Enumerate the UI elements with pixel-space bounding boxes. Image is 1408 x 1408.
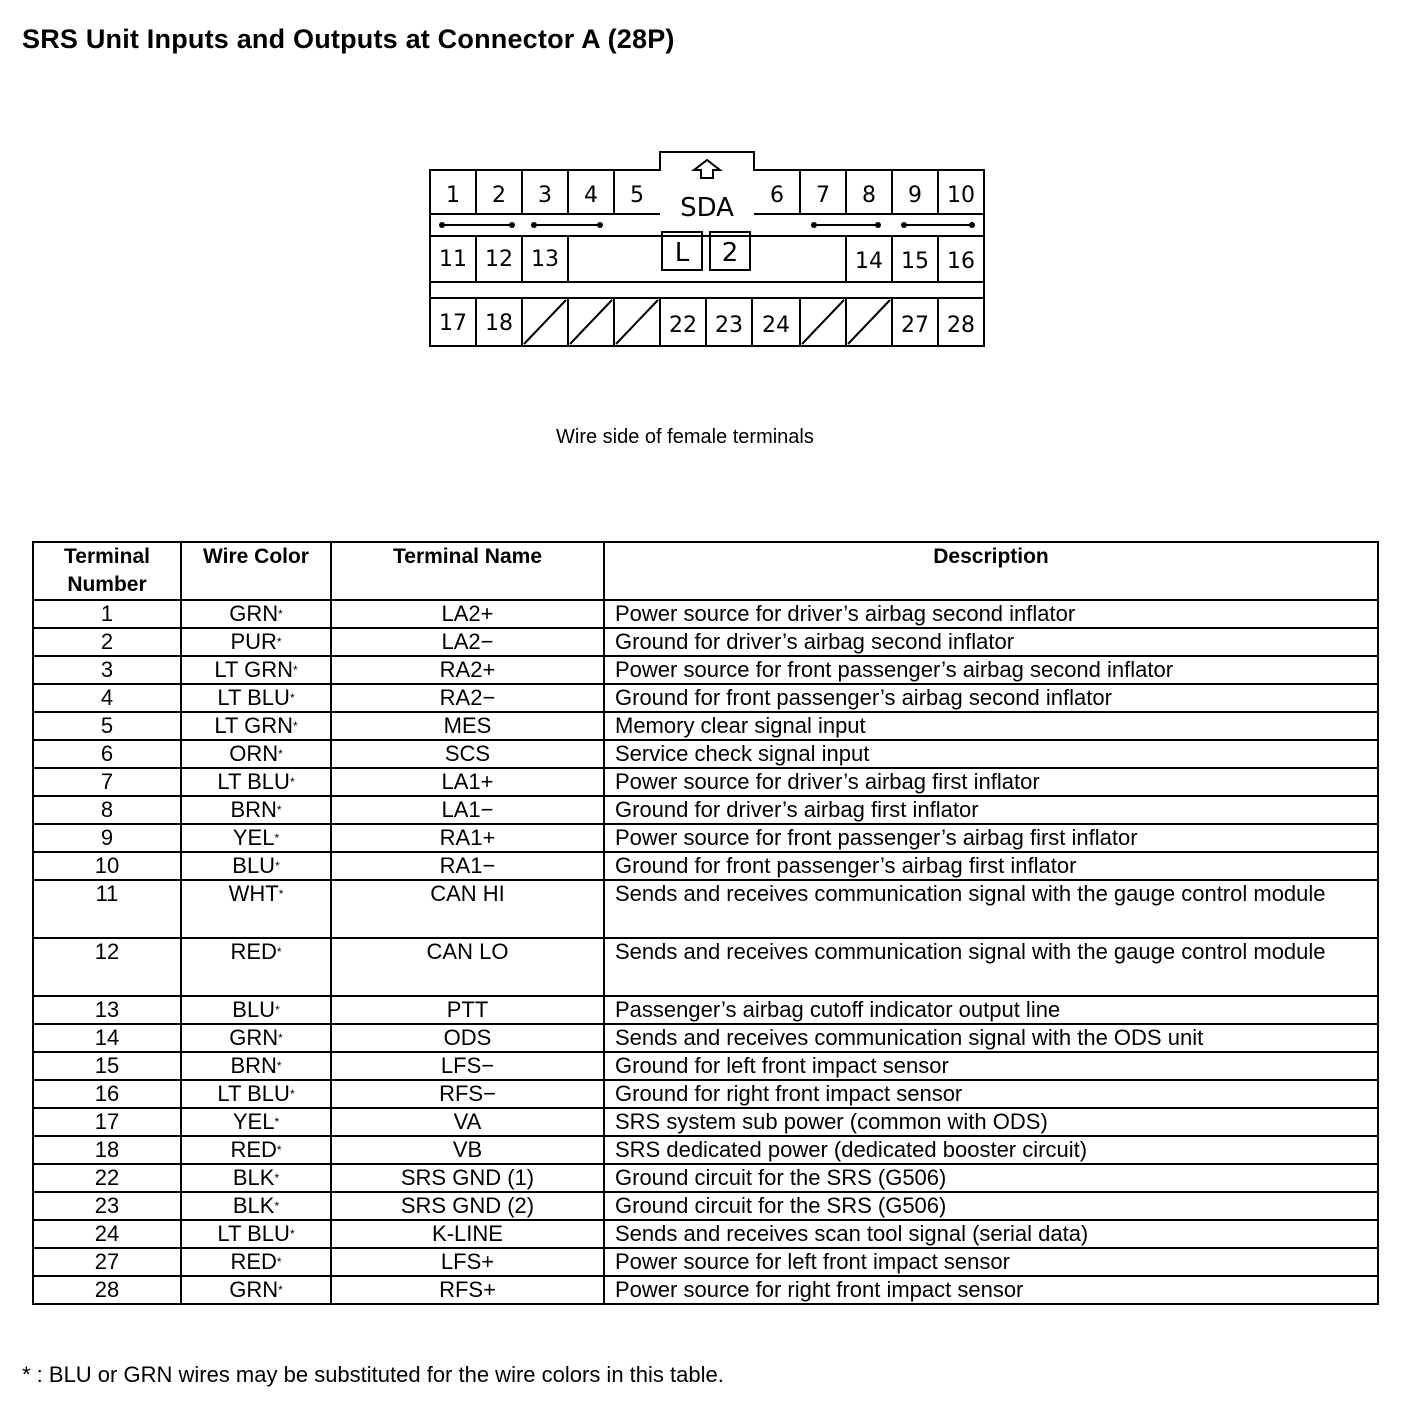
wire-color-cell-text: LT BLU xyxy=(217,1081,290,1106)
table-row xyxy=(33,880,1378,938)
pin-2: 2 xyxy=(492,183,506,208)
wire-color-cell-text: LT GRN xyxy=(214,657,293,682)
description-cell-text: Power source for driver’s airbag first inflator xyxy=(615,769,1040,794)
wire-color-cell-text: BLU xyxy=(232,997,276,1022)
table-row xyxy=(33,712,1378,740)
terminal-number-cell xyxy=(33,628,181,656)
terminal-name-cell xyxy=(331,656,604,684)
description-cell xyxy=(604,712,1378,740)
pin-27: 27 xyxy=(901,313,929,338)
wire-color-cell xyxy=(181,740,331,768)
pin-3: 3 xyxy=(538,183,552,208)
asterisk-marker: * xyxy=(289,1227,295,1241)
table-row xyxy=(33,628,1378,656)
description-cell-text: Ground for driver’s airbag first inflator xyxy=(615,797,979,822)
table-row xyxy=(33,1192,1378,1220)
description-cell-text: Power source for left front impact sensor xyxy=(615,1249,1010,1274)
description-cell-text: Ground circuit for the SRS (G506) xyxy=(615,1165,947,1190)
description-cell-text: SRS system sub power (common with ODS) xyxy=(615,1109,1048,1134)
table-row xyxy=(33,656,1378,684)
terminal-name-cell xyxy=(331,1192,604,1220)
terminal-name-cell-text: ODS xyxy=(443,1025,492,1050)
terminal-name-cell-text: LFS+ xyxy=(440,1249,495,1274)
description-cell xyxy=(604,1024,1378,1052)
asterisk-marker: * xyxy=(278,887,284,901)
description-cell xyxy=(604,740,1378,768)
asterisk-marker: * xyxy=(289,691,295,705)
table-row xyxy=(33,996,1378,1024)
description-cell-text: Ground for front passenger’s airbag second inflator xyxy=(615,685,1112,710)
wire-color-cell-text: PUR xyxy=(230,629,277,654)
terminal-name-cell-text: LA1+ xyxy=(441,769,494,794)
wire-color-cell-text: LT BLU xyxy=(217,1221,290,1246)
description-cell xyxy=(604,996,1378,1024)
pin-9: 9 xyxy=(908,183,922,208)
description-cell-text: Service check signal input xyxy=(615,741,870,766)
terminal-name-cell xyxy=(331,880,604,938)
pin-14: 14 xyxy=(855,249,883,274)
terminal-number-cell-text: 18 xyxy=(94,1137,120,1162)
asterisk-marker: * xyxy=(276,1059,282,1073)
header-terminal-number: Terminal Number xyxy=(33,542,181,600)
wire-color-cell xyxy=(181,768,331,796)
terminal-number-cell-text: 28 xyxy=(94,1277,120,1302)
asterisk-marker: * xyxy=(276,1143,282,1157)
terminal-name-cell-text: LA2− xyxy=(441,629,494,654)
description-cell xyxy=(604,824,1378,852)
table-row xyxy=(33,938,1378,996)
table-row xyxy=(33,852,1378,880)
terminal-name-cell-text: RA1+ xyxy=(439,825,496,850)
description-cell xyxy=(604,628,1378,656)
wire-color-cell-text: LT BLU xyxy=(217,685,290,710)
terminal-name-cell-text: VB xyxy=(452,1137,483,1162)
header-wire-color: Wire Color xyxy=(181,542,331,600)
terminal-name-cell-text: MES xyxy=(443,713,492,738)
wire-color-cell xyxy=(181,1164,331,1192)
terminal-number-cell xyxy=(33,996,181,1024)
description-cell xyxy=(604,600,1378,628)
terminal-number-cell xyxy=(33,880,181,938)
wire-color-cell xyxy=(181,852,331,880)
l-box-label: L xyxy=(674,238,690,268)
terminal-number-cell xyxy=(33,600,181,628)
terminal-number-cell-text: 13 xyxy=(94,997,120,1022)
header-terminal-name: Terminal Name xyxy=(331,542,604,600)
description-cell-text: Passenger’s airbag cutoff indicator output line xyxy=(615,997,1061,1022)
terminal-table xyxy=(32,541,1379,1305)
connector-diagram xyxy=(428,150,988,352)
wire-color-cell xyxy=(181,656,331,684)
terminal-name-cell xyxy=(331,996,604,1024)
terminal-number-cell-text: 27 xyxy=(94,1249,120,1274)
table-body xyxy=(33,600,1378,1304)
wire-color-cell xyxy=(181,712,331,740)
terminal-name-cell-text: PTT xyxy=(446,997,489,1022)
terminal-name-cell-text: VA xyxy=(453,1109,482,1134)
wire-color-cell xyxy=(181,1108,331,1136)
asterisk-marker: * xyxy=(278,747,283,761)
page-title: SRS Unit Inputs and Outputs at Connector A (28P) xyxy=(22,24,675,54)
table-row xyxy=(33,1164,1378,1192)
terminal-name-cell-text: CAN HI xyxy=(430,881,505,906)
terminal-name-cell xyxy=(331,1164,604,1192)
asterisk-marker: * xyxy=(278,1031,283,1045)
terminal-number-cell xyxy=(33,1276,181,1304)
terminal-number-cell-text: 7 xyxy=(100,769,114,794)
terminal-number-cell xyxy=(33,768,181,796)
description-cell-text: Ground circuit for the SRS (G506) xyxy=(615,1193,947,1218)
wire-color-cell xyxy=(181,1276,331,1304)
description-cell xyxy=(604,684,1378,712)
terminal-number-cell-text: 14 xyxy=(94,1025,120,1050)
diagram-caption: Wire side of female terminals xyxy=(556,426,814,448)
description-cell-text: Ground for front passenger’s airbag first inflator xyxy=(615,853,1077,878)
pin-18: 18 xyxy=(485,311,513,336)
description-cell xyxy=(604,1108,1378,1136)
wire-color-cell-text: RED xyxy=(230,939,277,964)
terminal-number-cell-text: 3 xyxy=(100,657,114,682)
wire-color-cell xyxy=(181,684,331,712)
wire-color-cell-text: LT BLU xyxy=(217,769,290,794)
pin-1: 1 xyxy=(446,183,460,208)
pin-17: 17 xyxy=(439,311,467,336)
wire-color-cell-text: GRN xyxy=(229,1277,279,1302)
terminal-number-cell-text: 17 xyxy=(94,1109,120,1134)
wire-color-cell xyxy=(181,628,331,656)
description-cell xyxy=(604,1220,1378,1248)
wire-color-cell-text: GRN xyxy=(229,1025,279,1050)
wire-color-cell-text: BRN xyxy=(230,797,277,822)
terminal-name-cell-text: RA1− xyxy=(439,853,496,878)
terminal-name-cell xyxy=(331,1276,604,1304)
terminal-number-cell xyxy=(33,1192,181,1220)
table-row xyxy=(33,796,1378,824)
terminal-number-cell xyxy=(33,1052,181,1080)
table-row xyxy=(33,1136,1378,1164)
terminal-number-cell-text: 4 xyxy=(100,685,114,710)
terminal-name-cell xyxy=(331,768,604,796)
table-row xyxy=(33,600,1378,628)
description-cell-text: Power source for front passenger’s airbag first inflator xyxy=(615,825,1138,850)
terminal-name-cell-text: RFS− xyxy=(439,1081,496,1106)
terminal-number-cell-text: 10 xyxy=(94,853,120,878)
pin-15: 15 xyxy=(901,249,929,274)
table-row xyxy=(33,740,1378,768)
terminal-number-cell-text: 8 xyxy=(100,797,114,822)
terminal-number-cell-text: 23 xyxy=(94,1193,120,1218)
wire-color-cell xyxy=(181,996,331,1024)
sda-label: SDA xyxy=(680,193,734,223)
terminal-name-cell-text: LFS− xyxy=(440,1053,495,1078)
wire-color-cell xyxy=(181,1192,331,1220)
terminal-number-cell xyxy=(33,740,181,768)
wire-color-cell-text: BLK xyxy=(232,1193,275,1218)
terminal-name-cell xyxy=(331,1080,604,1108)
terminal-name-cell xyxy=(331,600,604,628)
terminal-number-cell xyxy=(33,712,181,740)
terminal-name-cell-text: LA1− xyxy=(441,797,494,822)
terminal-number-cell xyxy=(33,1024,181,1052)
table-row xyxy=(33,1052,1378,1080)
wire-color-cell-text: WHT xyxy=(228,881,279,906)
table-row xyxy=(33,1080,1378,1108)
wire-color-cell xyxy=(181,600,331,628)
wire-color-cell xyxy=(181,824,331,852)
terminal-number-cell-text: 6 xyxy=(100,741,114,766)
table-header-row xyxy=(33,542,1378,600)
pin-8: 8 xyxy=(862,183,876,208)
description-cell xyxy=(604,938,1378,996)
terminal-name-cell xyxy=(331,852,604,880)
terminal-name-cell xyxy=(331,740,604,768)
pin-11: 11 xyxy=(439,247,467,272)
terminal-name-cell xyxy=(331,1136,604,1164)
wire-color-cell xyxy=(181,1024,331,1052)
asterisk-marker: * xyxy=(292,719,298,733)
terminal-name-cell xyxy=(331,938,604,996)
wire-color-cell xyxy=(181,1052,331,1080)
terminal-name-cell-text: SRS GND (2) xyxy=(400,1193,535,1218)
terminal-number-cell-text: 11 xyxy=(95,881,119,906)
asterisk-marker: * xyxy=(278,607,283,621)
description-cell-text: Sends and receives communication signal with the gauge control module xyxy=(615,881,1326,906)
table-row xyxy=(33,1024,1378,1052)
wire-color-cell xyxy=(181,1136,331,1164)
description-cell-text: Memory clear signal input xyxy=(615,713,866,738)
description-cell xyxy=(604,1192,1378,1220)
description-cell-text: Power source for right front impact sensor xyxy=(615,1277,1024,1302)
asterisk-marker: * xyxy=(276,945,282,959)
description-cell-text: Sends and receives scan tool signal (serial data) xyxy=(615,1221,1089,1246)
header-description: Description xyxy=(604,542,1378,600)
terminal-number-cell-text: 16 xyxy=(94,1081,120,1106)
pin-28: 28 xyxy=(947,313,975,338)
terminal-number-cell-text: 9 xyxy=(100,825,114,850)
terminal-number-cell xyxy=(33,1136,181,1164)
terminal-number-cell-text: 1 xyxy=(100,601,114,626)
pin-23: 23 xyxy=(715,313,743,338)
terminal-number-cell xyxy=(33,656,181,684)
pin-22: 22 xyxy=(669,313,697,338)
description-cell xyxy=(604,796,1378,824)
wire-color-cell-text: RED xyxy=(230,1249,277,1274)
table-row xyxy=(33,1108,1378,1136)
wire-color-cell xyxy=(181,1220,331,1248)
pin-5: 5 xyxy=(630,183,644,208)
terminal-name-cell xyxy=(331,1108,604,1136)
asterisk-marker: * xyxy=(276,635,282,649)
asterisk-marker: * xyxy=(289,1087,295,1101)
pin-4: 4 xyxy=(584,183,598,208)
pin-24: 24 xyxy=(762,313,790,338)
wire-color-cell-text: RED xyxy=(230,1137,277,1162)
footnote: * : BLU or GRN wires may be substituted for the wire colors in this table. xyxy=(22,1362,724,1387)
asterisk-marker: * xyxy=(276,803,282,817)
terminal-number-cell xyxy=(33,852,181,880)
terminal-number-cell-text: 2 xyxy=(100,629,114,654)
table-row xyxy=(33,1248,1378,1276)
asterisk-marker: * xyxy=(289,775,295,789)
table-row xyxy=(33,1220,1378,1248)
description-cell xyxy=(604,1248,1378,1276)
description-cell-text: Ground for driver’s airbag second inflator xyxy=(615,629,1015,654)
pin-12: 12 xyxy=(485,247,513,272)
two-box-label: 2 xyxy=(721,238,739,268)
description-cell-text: Power source for front passenger’s airbag second inflator xyxy=(615,657,1174,682)
terminal-number-cell xyxy=(33,1220,181,1248)
table-row xyxy=(33,684,1378,712)
asterisk-marker: * xyxy=(276,1255,282,1269)
terminal-name-cell-text: RA2+ xyxy=(439,657,496,682)
wire-color-cell xyxy=(181,1080,331,1108)
description-cell xyxy=(604,1136,1378,1164)
asterisk-marker: * xyxy=(274,831,280,845)
wire-color-cell-text: GRN xyxy=(229,601,279,626)
description-cell xyxy=(604,768,1378,796)
terminal-name-cell-text: LA2+ xyxy=(441,601,494,626)
wire-color-cell-text: YEL xyxy=(232,825,275,850)
asterisk-marker: * xyxy=(278,1283,283,1297)
pin-7: 7 xyxy=(816,183,830,208)
terminal-name-cell xyxy=(331,712,604,740)
wire-color-cell xyxy=(181,880,331,938)
terminal-number-cell-text: 22 xyxy=(94,1165,120,1190)
description-cell-text: Sends and receives communication signal with the gauge control module xyxy=(615,939,1326,964)
terminal-number-cell xyxy=(33,1080,181,1108)
wire-color-cell-text: BLU xyxy=(232,853,276,878)
asterisk-marker: * xyxy=(275,1003,280,1017)
terminal-number-cell-text: 5 xyxy=(100,713,114,738)
pin-16: 16 xyxy=(947,249,975,274)
wire-color-cell xyxy=(181,1248,331,1276)
wire-color-cell xyxy=(181,796,331,824)
asterisk-marker: * xyxy=(274,1199,280,1213)
terminal-name-cell-text: RA2− xyxy=(439,685,496,710)
terminal-name-cell xyxy=(331,684,604,712)
table-row xyxy=(33,824,1378,852)
terminal-number-cell xyxy=(33,824,181,852)
terminal-name-cell xyxy=(331,1248,604,1276)
description-cell xyxy=(604,656,1378,684)
pin-13: 13 xyxy=(531,247,559,272)
terminal-number-cell-text: 24 xyxy=(94,1221,120,1246)
asterisk-marker: * xyxy=(275,859,280,873)
wire-color-cell-text: BLK xyxy=(232,1165,275,1190)
description-cell xyxy=(604,1276,1378,1304)
terminal-name-cell xyxy=(331,628,604,656)
terminal-name-cell xyxy=(331,1220,604,1248)
description-cell-text: Ground for right front impact sensor xyxy=(615,1081,963,1106)
terminal-number-cell xyxy=(33,938,181,996)
asterisk-marker: * xyxy=(274,1171,280,1185)
wire-color-cell-text: YEL xyxy=(232,1109,275,1134)
terminal-number-cell-text: 12 xyxy=(94,939,120,964)
description-cell-text: SRS dedicated power (dedicated booster circuit) xyxy=(615,1137,1088,1162)
asterisk-marker: * xyxy=(274,1115,280,1129)
terminal-number-cell xyxy=(33,796,181,824)
terminal-name-cell xyxy=(331,1024,604,1052)
terminal-name-cell-text: SRS GND (1) xyxy=(400,1165,535,1190)
terminal-name-cell xyxy=(331,1052,604,1080)
terminal-name-cell xyxy=(331,796,604,824)
description-cell xyxy=(604,852,1378,880)
table-row xyxy=(33,1276,1378,1304)
terminal-name-cell xyxy=(331,824,604,852)
description-cell xyxy=(604,1164,1378,1192)
description-cell xyxy=(604,1080,1378,1108)
description-cell-text: Ground for left front impact sensor xyxy=(615,1053,949,1078)
terminal-number-cell xyxy=(33,1248,181,1276)
terminal-name-cell-text: K-LINE xyxy=(432,1221,503,1246)
terminal-number-cell xyxy=(33,1108,181,1136)
terminal-number-cell xyxy=(33,1164,181,1192)
description-cell xyxy=(604,880,1378,938)
terminal-name-cell-text: RFS+ xyxy=(439,1277,496,1302)
description-cell xyxy=(604,1052,1378,1080)
pin-10: 10 xyxy=(947,183,975,208)
terminal-name-cell-text: CAN LO xyxy=(426,939,509,964)
terminal-name-cell-text: SCS xyxy=(444,741,491,766)
wire-color-cell-text: ORN xyxy=(229,741,279,766)
table-row xyxy=(33,768,1378,796)
terminal-number-cell xyxy=(33,684,181,712)
description-cell-text: Sends and receives communication signal with the ODS unit xyxy=(615,1025,1204,1050)
wire-color-cell xyxy=(181,938,331,996)
description-cell-text: Power source for driver’s airbag second inflator xyxy=(615,601,1076,626)
asterisk-marker: * xyxy=(292,663,298,677)
terminal-number-cell-text: 15 xyxy=(94,1053,120,1078)
wire-color-cell-text: BRN xyxy=(230,1053,277,1078)
wire-color-cell-text: LT GRN xyxy=(214,713,293,738)
pin-6: 6 xyxy=(770,183,784,208)
